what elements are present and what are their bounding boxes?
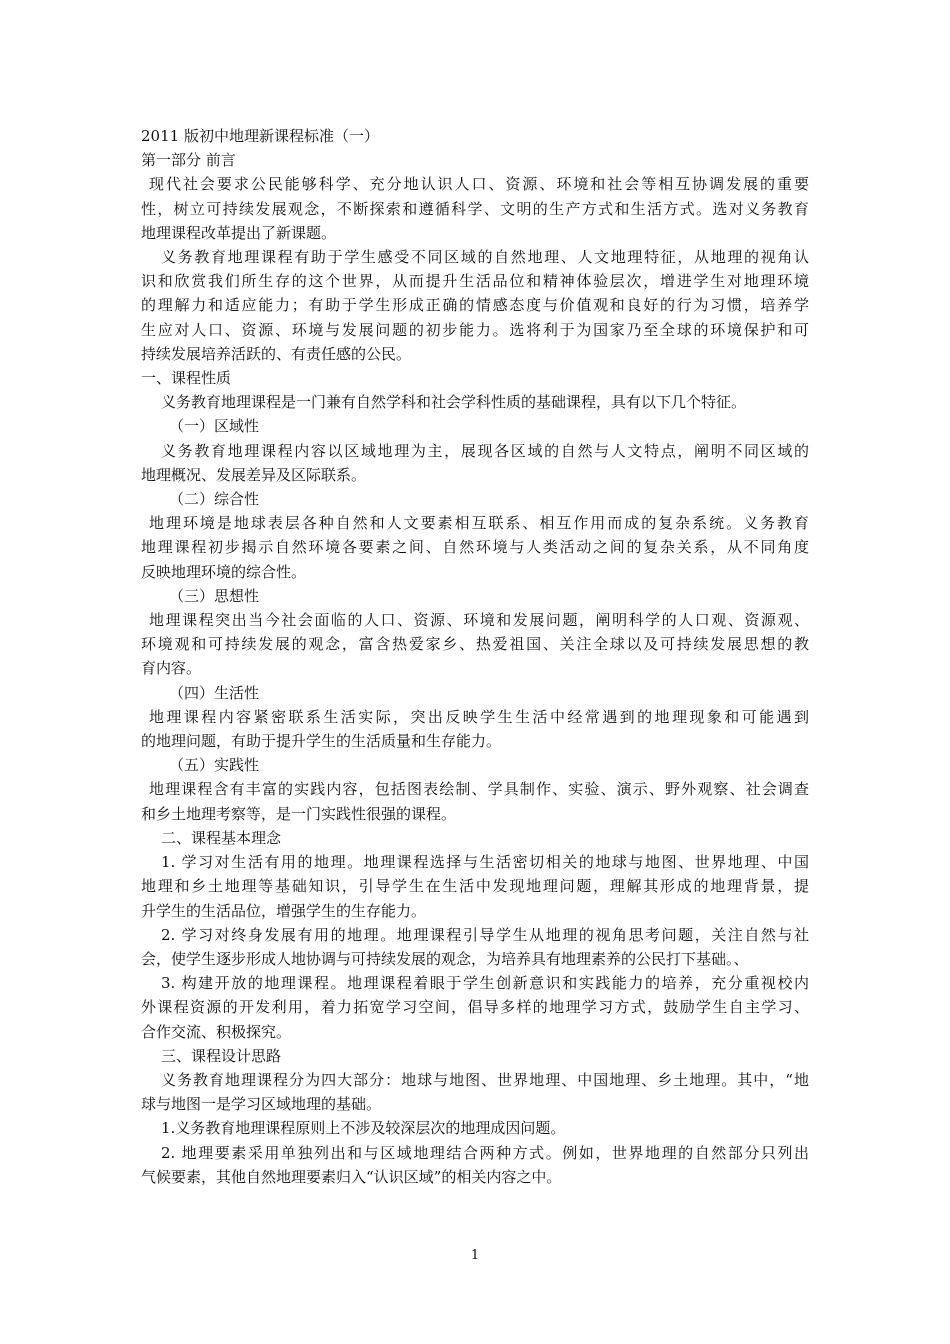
text-line: 会，使学生逐步形成人地协调与可持续发展的观念，为培养具有地理素养的公民打下基础。、: [141, 949, 749, 968]
text-line: 2. 地理要素采用单独列出和与区域地理结合两种方式。例如，世界地理的自然部分只列出: [161, 1143, 809, 1162]
text-line: 外课程资源的开发利用，着力拓宽学习空间，倡导多样的地理学习方式，鼓励学生自主学习、: [141, 998, 809, 1017]
text-line: 义务教育地理课程有助于学生感受不同区域的自然地理、人文地理特征，从地理的视角认: [161, 248, 809, 267]
text-line: 地理概况、发展差异及区际联系。: [141, 465, 367, 484]
text-line: 义务教育地理课程是一门兼有自然学科和社会学科性质的基础课程，具有以下几个特征。: [161, 393, 747, 412]
text-line: 1.义务教育地理课程原则上不涉及较深层次的地理成因问题。: [161, 1119, 566, 1138]
text-line: （二）综合性: [169, 490, 260, 509]
text-line: 育内容。: [141, 659, 202, 678]
text-line: 地理和乡土地理等基础知识，引导学生在生活中发现地理问题，理解其形成的地理背景，提: [141, 877, 809, 896]
text-line: （五）实践性: [169, 756, 260, 775]
text-line: 现代社会要求公民能够科学、充分地认识人口、资源、环境和社会等相互协调发展的重要: [149, 175, 809, 194]
text-line: 2. 学习对终身发展有用的地理。地理课程引导学生从地理的视角思考问题，关注自然与社: [161, 925, 809, 944]
text-line: 地理课程内容紧密联系生活实际，突出反映学生生活中经常遇到的地理现象和可能遇到: [149, 707, 809, 726]
text-line: 地理课程改革提出了新课题。: [141, 223, 337, 242]
text-line: 的地理问题，有助于提升学生的生活质量和生存能力。: [141, 732, 502, 751]
text-line: （四）生活性: [169, 683, 260, 702]
text-line: 合作交流、积极探究。: [141, 1022, 292, 1041]
text-line: 地理课程含有丰富的实践内容，包括图表绘制、学具制作、实验、演示、野外观察、社会调查: [149, 780, 809, 799]
text-line: 地理环境是地球表层各种自然和人文要素相互联系、相互作用而成的复杂系统。义务教育: [149, 514, 809, 533]
text-line: 反映地理环境的综合性。: [141, 562, 307, 581]
text-line: 识和欣赏我们所生存的这个世界，从而提升生活品位和精神体验层次，增进学生对地理环境: [141, 272, 809, 291]
text-line: （三）思想性: [169, 586, 260, 605]
document-body: [141, 124, 809, 1189]
page-number: 1: [470, 1248, 480, 1263]
text-line: 和乡土地理考察等，是一门实践性很强的课程。: [141, 804, 457, 823]
text-line: 第一部分 前言: [141, 151, 236, 170]
text-line: 生应对人口、资源、环境与发展问题的初步能力。选将利于为国家乃至全球的环境保护和可: [141, 320, 809, 339]
text-line: 三、课程设计思路: [161, 1046, 282, 1065]
text-line: 1. 学习对生活有用的地理。地理课程选择与生活密切相关的地球与地图、世界地理、中国: [161, 853, 809, 872]
text-line: 气候要素，其他自然地理要素归入“认识区域”的相关内容之中。: [141, 1167, 562, 1186]
text-line: 升学生的生活品位，增强学生的生存能力。: [141, 901, 427, 920]
text-line: 性，树立可持续发展观念，不断探索和遵循科学、文明的生产方式和生活方式。选对义务教育: [141, 199, 809, 218]
text-line: 环境观和可持续发展的观念，富含热爱家乡、热爱祖国、关注全球以及可持续发展思想的教: [141, 635, 809, 654]
text-line: 3. 构建开放的地理课程。地理课程着眼于学生创新意识和实践能力的培养，充分重视校内: [161, 974, 809, 993]
text-line: 地理课程突出当今社会面临的人口、资源、环境和发展问题，阐明科学的人口观、资源观、: [149, 611, 809, 630]
text-line: 义务教育地理课程分为四大部分：地球与地图、世界地理、中国地理、乡土地理。其中，“地: [161, 1070, 809, 1089]
text-line: （一）区域性: [169, 417, 260, 436]
text-line: 持续发展培养活跃的、有责任感的公民。: [141, 344, 412, 363]
text-line: 一、课程性质: [141, 369, 232, 388]
text-line: 地理课程初步揭示自然环境各要素之间、自然环境与人类活动之间的复杂关系，从不同角度: [141, 538, 809, 557]
document-title: 2011 版初中地理新课程标准（一）: [141, 127, 379, 145]
text-line: 的理解力和适应能力；有助于学生形成正确的情感态度与价值观和良好的行为习惯，培养学: [141, 296, 809, 315]
text-line: 义务教育地理课程内容以区域地理为主，展现各区域的自然与人文特点，阐明不同区域的: [161, 441, 809, 460]
text-line: 球与地图一是学习区域地理的基础。: [141, 1095, 382, 1114]
text-line: 二、课程基本理念: [161, 828, 282, 847]
